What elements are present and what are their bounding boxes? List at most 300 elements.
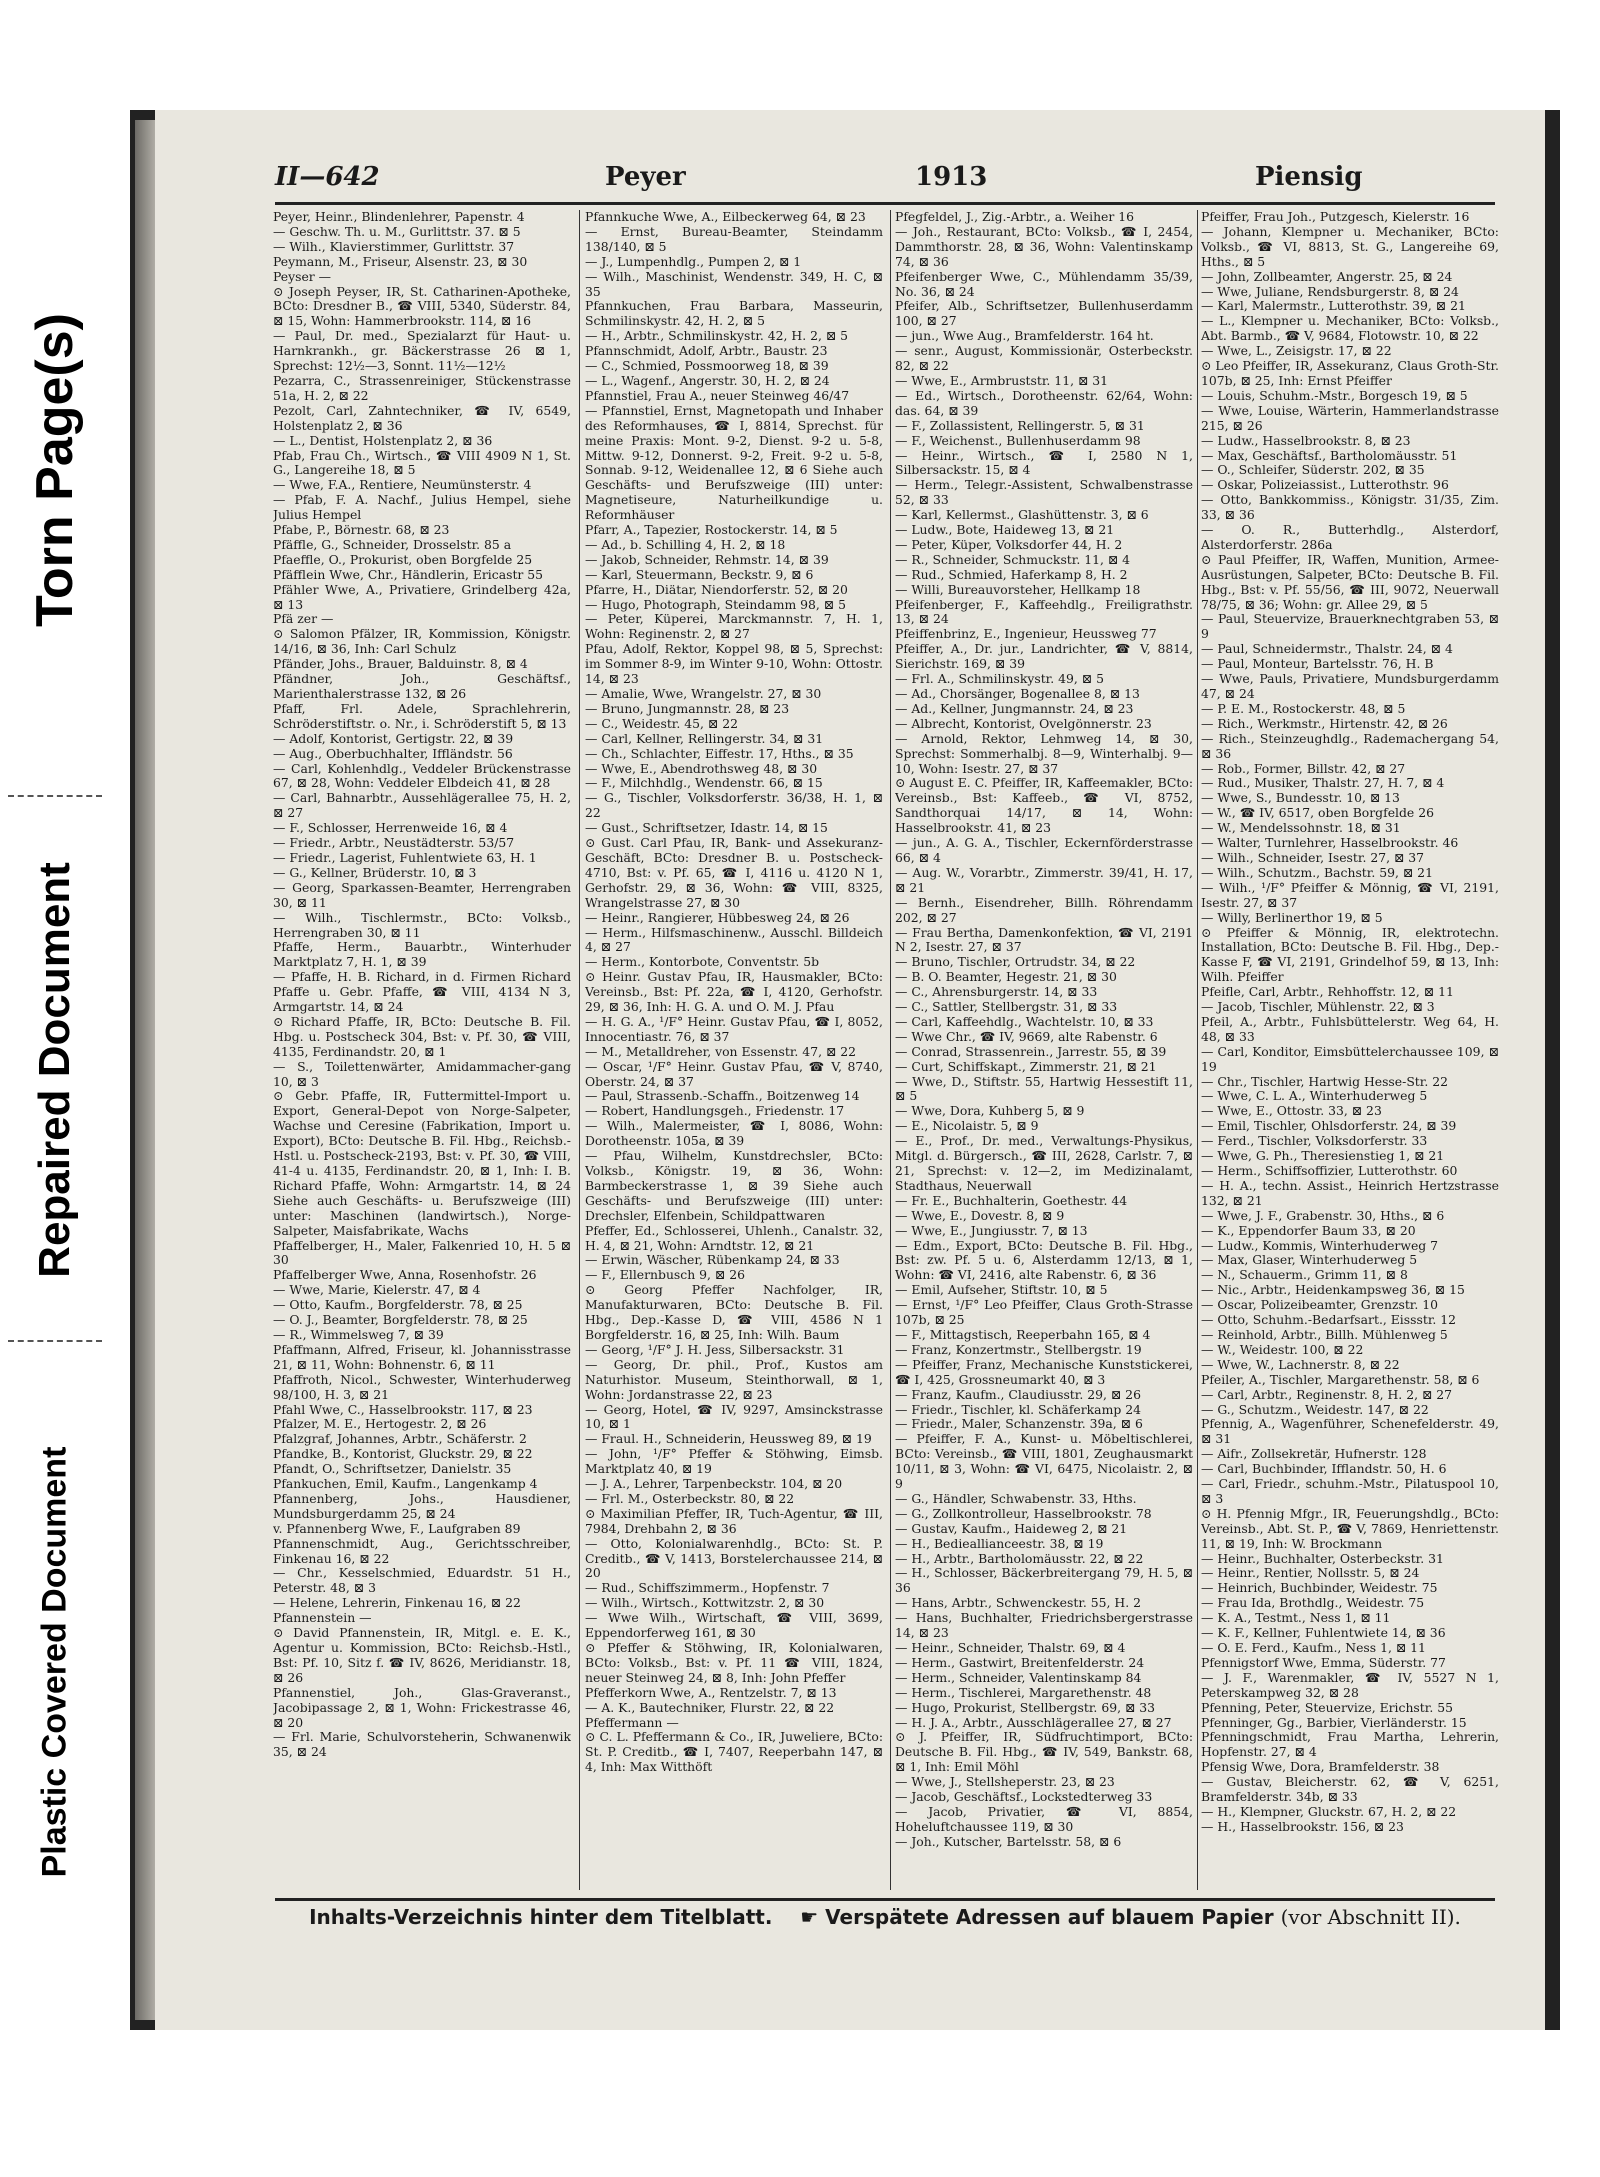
directory-entry: — Georg, Dr. phil., Prof., Kustos am Naturhistor. Museum, Steinthorwall, ⊠ 1, Wohn: Jordanstrasse 22, ⊠ 23 [585,1356,883,1402]
directory-entry: — Wwe, L., Zeisigstr. 17, ⊠ 22 [1201,343,1392,359]
directory-entry: — F., Schlosser, Herrenweide 16, ⊠ 4 [273,820,508,836]
directory-entry: — Walter, Turnlehrer, Hasselbrookstr. 46 [1201,835,1459,851]
directory-entry: ⊙ Leo Pfeiffer, IR, Assekuranz, Claus Groth-Str. 107b, ⊠ 25, Inh: Ernst Pfeiffer [1201,358,1499,388]
directory-entry: — Paul, Monteur, Bartelsstr. 76, H. B [1201,656,1434,672]
directory-entry: — Bernh., Eisendreher, Billh. Röhrendamm 202, ⊠ 27 [895,894,1193,925]
directory-entry: — Curt, Schiffskapt., Zimmerstr. 21, ⊠ 21 [895,1058,1157,1074]
directory-entry: — Joh., Restaurant, BCto: Volksb., ☎ I, 2454, Dammthorstr. 28, ⊠ 36, Wohn: Valentinskamp 74, ⊠ 36 [895,223,1193,269]
directory-entry: Pfaffelberger Wwe, Anna, Rosenhofstr. 26 [273,1267,537,1283]
directory-entry: — Wwe, S., Bundesstr. 10, ⊠ 13 [1201,790,1400,806]
directory-entry: Peymann, M., Friseur, Alsenstr. 23, ⊠ 30 [273,253,528,269]
directory-entry: — Friedr., Maler, Schanzenstr. 39a, ⊠ 6 [895,1416,1143,1432]
directory-entry: — Albrecht, Kontorist, Ovelgönnerstr. 23 [895,715,1152,731]
directory-entry: — Jacob, Geschäftsf., Lockstedterweg 33 [895,1789,1153,1805]
directory-entry: — Carl, Buchbinder, Ifflandstr. 50, H. 6 [1201,1461,1447,1477]
directory-entry: — Oscar, Polizeibeamter, Grenzstr. 10 [1201,1297,1439,1313]
directory-entry: — Ludw., Bote, Haideweg 13, ⊠ 21 [895,522,1115,538]
directory-entry: Peyser — [273,268,332,284]
directory-entry: — Otto, Kaufm., Borgfelderstr. 78, ⊠ 25 [273,1297,523,1313]
label-divider [8,1340,102,1342]
directory-entry: — K. A., Testmt., Ness 1, ⊠ 11 [1201,1610,1391,1626]
directory-entry: — G., Schutzm., Weidestr. 147, ⊠ 22 [1201,1401,1429,1417]
directory-entry: — Heinr., Rangierer, Hübbesweg 24, ⊠ 26 [585,909,850,925]
directory-entry: ⊙ Joseph Peyser, IR, St. Catharinen-Apotheke, BCto: Dresdner B., ☎ VIII, 5340, Süderstr. 84, ⊠ 15, Wohn: Hammerbrookstr. 114, ⊠ 16 [273,283,571,329]
directory-entry: — Wwe, Dora, Kuhberg 5, ⊠ 9 [895,1103,1085,1119]
directory-entry: — Friedr., Lagerist, Fuhlentwiete 63, H. 1 [273,849,537,865]
directory-entry: — Geschw. Th. u. M., Gurlittstr. 37. ⊠ 5 [273,223,521,239]
directory-entry: — Hans, Arbtr., Schwenckestr. 55, H. 2 [895,1595,1141,1611]
directory-entry: Pfalzer, M. E., Hertogestr. 2, ⊠ 26 [273,1416,487,1432]
directory-entry: Pfaffe, Herm., Bauarbtr., Winterhuder Marktplatz 7, H. 1, ⊠ 39 [273,939,571,970]
directory-entry: — Otto, Kolonialwarenhdlg., BCto: St. P. Creditb., ☎ V, 1413, Borstelerchaussee 214, ⊠ 20 [585,1535,883,1581]
directory-entry: — O. J., Beamter, Borgfelderstr. 78, ⊠ 25 [273,1312,528,1328]
directory-entry: — Hugo, Photograph, Steindamm 98, ⊠ 5 [585,596,846,612]
directory-entry: — Ad., b. Schilling 4, H. 2, ⊠ 18 [585,536,786,552]
directory-entry: — Paul, Strassenb.-Schaffn., Boitzenweg 14 [585,1088,860,1104]
directory-entry: — H., Bedieallianceestr. 38, ⊠ 19 [895,1535,1104,1551]
directory-entry: — Herm., Gastwirt, Breitenfelderstr. 24 [895,1654,1145,1670]
directory-entry: — Arnold, Rektor, Lehmweg 14, ⊠ 30, Sprechst: Sommerhalbj. 8—9, Winterhalbj. 9—10, Wohn: Isestr. 27, ⊠ 37 [895,730,1193,776]
directory-entry: v. Pfannenberg Wwe, F., Laufgraben 89 [273,1520,521,1536]
footer-rule [275,1898,1495,1901]
directory-entry: — Fr. E., Buchhalterin, Goethestr. 44 [895,1192,1128,1208]
footer-main-text: Inhalts-Verzeichnis hinter dem Titelblatt. [309,1905,773,1929]
directory-entry: — Karl, Malermstr., Lutterothstr. 39, ⊠ 21 [1201,298,1466,314]
directory-entry: — Otto, Schuhm.-Bedarfsart., Eissstr. 12 [1201,1312,1457,1328]
directory-entry: — Wwe, J., Stellsheperstr. 23, ⊠ 23 [895,1774,1115,1790]
label-divider [8,795,102,797]
directory-entry: — Frl. Marie, Schulvorsteherin, Schwanenwik 35, ⊠ 24 [273,1729,571,1760]
directory-entry: — John, ¹/F° Pfeffer & Stöhwing, Eimsb. Marktplatz 40, ⊠ 19 [585,1446,883,1477]
header-year: 1913 [915,162,988,192]
directory-entry: — Willy, Berlinerthor 19, ⊠ 5 [1201,909,1383,925]
directory-entry: Pfegfeldel, J., Zig.-Arbtr., a. Weiher 16 [895,210,1135,224]
directory-entry: — Ludw., Hasselbrookstr. 8, ⊠ 23 [1201,432,1411,448]
directory-entry: — S., Toilettenwärter, Amidammacher-gang 10, ⊠ 3 [273,1058,571,1089]
directory-entry: — Willi, Bureauvorsteher, Hellkamp 18 [895,581,1141,597]
directory-entry: — H. J. A., Arbtr., Ausschlägerallee 27, ⊠ 27 [895,1714,1172,1730]
directory-entry: Pfennig, A., Wagenführer, Schenefelderstr. 49, ⊠ 31 [1201,1416,1499,1447]
directory-entry: Pfeiler, A., Tischler, Margarethenstr. 58, ⊠ 6 [1201,1371,1480,1387]
directory-entry: — Rud., Musiker, Thalstr. 27, H. 7, ⊠ 4 [1201,775,1445,791]
directory-entry: ⊙ Gebr. Pfaffe, IR, Futtermittel-Import u. Export, General-Depot von Norge-Salpeter, Wachse und Ceresine (Fabrikation, Import u. Export), BCto: Deutsche B. Fil. Hbg., Reichsb.-Hstl. u. Postscheck-2193, Bst: v. Pf. 30, ☎ VIII, 41-4 u. 4135, Ferdinandstr. 20, ⊠ 1, Inh: I. B. Richard Pfaffe, Wohn: Armgartstr. 14, ⊠ 24 Siehe auch Geschäfts- u. Berufszweige (III) unter: Maschinen (landwirtsch.), Norge-Salpeter, Maisfabrikate, Wachs [273,1088,571,1238]
directory-entry: — Herm., Schneider, Valentinskamp 84 [895,1669,1142,1685]
directory-entry: Pfaffmann, Alfred, Friseur, kl. Johannisstrasse 21, ⊠ 11, Wohn: Bohnenstr. 6, ⊠ 11 [273,1341,571,1372]
directory-entry: Pfarre, H., Diätar, Niendorferstr. 52, ⊠ 20 [585,581,848,597]
directory-entry: Pfeifenberger, F., Kaffeehdlg., Freiligrathstr. 13, ⊠ 24 [895,596,1193,627]
directory-entry: — Ludw., Kommis, Winterhuderweg 7 [1201,1237,1439,1253]
directory-entry: — W., Weidestr. 100, ⊠ 22 [1201,1341,1364,1357]
directory-entry: ⊙ Georg Pfeffer Nachfolger, IR, Manufakturwaren, BCto: Deutsche B. Fil. Hbg., Dep.-Kasse D, ☎ VIII, 4586 N 1 Borgfelderstr. 16, ⊠ 25, Inh: Wilh. Baum [585,1282,883,1342]
directory-entry: — Paul, Steuervize, Brauerknechtgraben 53, ⊠ 9 [1201,611,1499,642]
directory-entry: — Wilh., Maschinist, Wendenstr. 349, H. C, ⊠ 35 [585,268,883,299]
directory-entry: — F., Ellernbusch 9, ⊠ 26 [585,1267,745,1283]
directory-entry: — Pfeiffer, Franz, Mechanische Kunststickerei, ☎ I, 425, Grossneumarkt 40, ⊠ 3 [895,1356,1193,1387]
directory-entry: — Herm., Schiffsoffizier, Lutterothstr. 60 [1201,1163,1458,1178]
directory-entry: — Ernst, Bureau-Beamter, Steindamm 138/140, ⊠ 5 [585,223,883,254]
directory-entry: — C., Schmied, Possmoorweg 18, ⊠ 39 [585,358,829,374]
directory-entry: — E., Nicolaistr. 5, ⊠ 9 [895,1118,1039,1134]
directory-entry: — H., Klempner, Gluckstr. 67, H. 2, ⊠ 22 [1201,1803,1457,1819]
directory-entry: Pfandt, O., Schriftsetzer, Danielstr. 35 [273,1461,512,1477]
directory-entry: — Jacob, Privatier, ☎ VI, 8854, Hoheluftchaussee 119, ⊠ 30 [895,1803,1193,1834]
directory-entry: Pfensig Wwe, Dora, Bramfelderstr. 38 [1201,1759,1440,1775]
directory-entry: — N., Schauerm., Grimm 11, ⊠ 8 [1201,1267,1408,1283]
column-3 [895,210,1193,1890]
directory-entry: Pfaffroth, Nicol., Schwester, Winterhuderweg 98/100, H. 3, ⊠ 21 [273,1371,571,1402]
directory-entry: — Louis, Schuhm.-Mstr., Borgesch 19, ⊠ 5 [1201,387,1468,403]
directory-entry: — Reinhold, Arbtr., Billh. Mühlenweg 5 [1201,1326,1448,1342]
directory-entry: — Herm., Tischlerei, Margarethenstr. 48 [895,1684,1152,1700]
directory-entry: ⊙ Gust. Carl Pfau, IR, Bank- und Assekuranz-Geschäft, BCto: Dresdner B. u. Postscheck-4710, Bst: v. Pf. 65, ☎ I, 4116 u. 4120 N 1, Gerhofstr. 29, ⊠ 36, Wohn: ☎ VIII, 8325, Wrangelstrasse 27, ⊠ 30 [585,835,883,910]
directory-entry: — Wwe Chr., ☎ IV, 9669, alte Rabenstr. 6 [895,1028,1158,1044]
directory-entry: — Wwe, Louise, Wärterin, Hammerlandstrasse 215, ⊠ 26 [1201,402,1499,433]
directory-entry: — Franz, Kaufm., Claudiusstr. 29, ⊠ 26 [895,1386,1141,1402]
directory-entry: — Ferd., Tischler, Volksdorferstr. 33 [1201,1133,1428,1149]
column-2 [585,210,883,1890]
directory-entry: — Paul, Dr. med., Spezialarzt für Haut- u. Harnkrankh., gr. Bäckerstrasse 26 ⊠ 1, Sprechst: 12½—3, Sonnt. 11½—12½ [273,328,571,374]
directory-entry: — Frau Bertha, Damenkonfektion, ☎ VI, 2191 N 2, Isestr. 27, ⊠ 37 [895,924,1193,955]
directory-entry: — Wwe, G. Ph., Theresienstieg 1, ⊠ 21 [1201,1148,1445,1164]
directory-entry: — Chr., Tischler, Hartwig Hesse-Str. 22 [1201,1073,1448,1089]
directory-entry: — Nic., Arbtr., Heidenkampsweg 36, ⊠ 15 [1201,1282,1465,1298]
directory-entry: — Wwe, D., Stiftstr. 55, Hartwig Hessestift 11, ⊠ 5 [895,1073,1193,1104]
directory-entry: Pfä zer — [273,611,334,627]
directory-entry: — Wilh., Malermeister, ☎ I, 8086, Wohn: Dorotheenstr. 105a, ⊠ 39 [585,1118,883,1149]
directory-entry: — Rob., Former, Billstr. 42, ⊠ 27 [1201,760,1406,776]
directory-entry: — Wwe, F.A., Rentiere, Neumünsterstr. 4 [273,477,532,493]
directory-entry: — Edm., Export, BCto: Deutsche B. Fil. Hbg., Bst: zw. Pf. 5 u. 6, Alsterdamm 12/13, ⊠ 1, Wohn: ☎ VI, 2416, alte Rabenstr. 6, ⊠ 36 [895,1237,1193,1283]
directory-entry: — Ed., Wirtsch., Dorotheenstr. 62/64, Wohn: das. 64, ⊠ 39 [895,387,1193,418]
directory-entry: — C., Weidestr. 45, ⊠ 22 [585,715,738,731]
directory-entry: — M., Metalldreher, von Essenstr. 47, ⊠ 22 [585,1043,857,1059]
directory-entry: — Wwe, C. L. A., Winterhuderweg 5 [1201,1088,1428,1104]
directory-entry: — Karl, Kellermst., Glashüttenstr. 3, ⊠ 6 [895,507,1149,523]
running-header [275,162,1495,202]
directory-entry: Pfeil, A., Arbtr., Fuhlsbüttelerstr. Weg 64, H. 48, ⊠ 33 [1201,1013,1499,1044]
directory-entry: — Wwe, E., Abendrothsweg 48, ⊠ 30 [585,760,818,776]
directory-entry: Pfäfflein Wwe, Chr., Händlerin, Ericastr 55 [273,566,544,582]
directory-entry: ⊙ J. Pfeiffer, IR, Südfruchtimport, BCto: Deutsche B. Fil. Hbg., ☎ IV, 549, Bankstr. 68, ⊠ 1, Inh: Emil Möhl [895,1729,1193,1775]
directory-entry: Pfab, Frau Ch., Wirtsch., ☎ VIII 4909 N 1, St. G., Langereihe 18, ⊠ 5 [273,447,571,478]
directory-entry: Pfaeffle, O., Prokurist, oben Borgfelde 25 [273,551,533,567]
directory-entry: — Heinr., Schneider, Thalstr. 69, ⊠ 4 [895,1640,1126,1655]
directory-entry: — Wilh., Klavierstimmer, Gurlittstr. 37 [273,238,515,254]
directory-entry: — H., Hasselbrookstr. 156, ⊠ 23 [1201,1818,1404,1834]
directory-entry: ⊙ August E. C. Pfeiffer, IR, Kaffeemakler, BCto: Vereinsb., Bst: Kaffeeb., ☎ VI, 8752, Sandthorquai 14/17, ⊠ 14, Wohn: Hasselbrookstr. 41, ⊠ 23 [895,775,1193,836]
directory-entry: Pfankuchen, Emil, Kaufm., Langenkamp 4 [273,1476,538,1492]
directory-entry: — A. K., Bautechniker, Flurstr. 22, ⊠ 22 [585,1699,835,1715]
directory-entry: Pfandke, B., Kontorist, Gluckstr. 29, ⊠ 22 [273,1446,533,1462]
page-footer [275,1905,1495,1929]
directory-entry: Pfeiffenbrinz, E., Ingenieur, Heussweg 77 [895,626,1157,642]
directory-entry: — B. O. Beamter, Hegestr. 21, ⊠ 30 [895,969,1117,985]
directory-entry: — Wwe Wilh., Wirtschaft, ☎ VIII, 3699, Eppendorferweg 161, ⊠ 30 [585,1610,883,1641]
directory-entry: — Erwin, Wäscher, Rübenkamp 24, ⊠ 33 [585,1252,840,1268]
header-last-word: Piensig [1255,162,1363,192]
column-separator [890,210,891,1890]
directory-entry: — Frau Ida, Brothdlg., Weidestr. 75 [1201,1595,1425,1611]
directory-entry: — Ad., Chorsänger, Bogenallee 8, ⊠ 13 [895,686,1140,701]
directory-entry: ⊙ C. L. Pfeffermann & Co., IR, Juweliere, BCto: St. P. Creditb., ☎ I, 7407, Reeperbahn 147, ⊠ 4, Inh: Max Witthöft [585,1729,883,1775]
directory-entry: — Heinr., Wirtsch., ☎ I, 2580 N 1, Silbersackstr. 15, ⊠ 4 [895,447,1193,478]
directory-entry: ⊙ Pfeiffer & Mönnig, IR, elektrotechn. Installation, BCto: Deutsche B. Fil. Hbg., Dep.-Kasse F, ☎ VI, 2191, Grindelhof 59, ⊠ 13, Inh: Wilh. Pfeiffer [1201,924,1499,985]
directory-entry: — Oskar, Polizeiassist., Lutterothstr. 96 [1201,477,1449,493]
directory-entry: — K., Eppendorfer Baum 33, ⊠ 20 [1201,1222,1416,1238]
footer-pointer-text: ☛ Verspätete Adressen auf blauem Papier [800,1905,1274,1929]
directory-entry: — John, Zollbeamter, Angerstr. 25, ⊠ 24 [1201,268,1453,284]
directory-entry: — Pfaffe, H. B. Richard, in d. Firmen Richard Pfaffe u. Gebr. Pfaffe, ☎ VIII, 4134 N 3, Armgartstr. 14, ⊠ 24 [273,969,571,1015]
directory-page [155,110,1545,2030]
directory-entry: — Herm., Telegr.-Assistent, Schwalbenstrasse 52, ⊠ 33 [895,477,1193,508]
directory-entry: — Wwe, Pauls, Privatiere, Mundsburgerdamm 47, ⊠ 24 [1201,671,1499,701]
directory-entry: Pfeffermann — [585,1714,679,1730]
directory-entry: — Bruno, Jungmannstr. 28, ⊠ 23 [585,700,790,716]
header-rule [275,202,1495,205]
directory-entry: ⊙ Salomon Pfälzer, IR, Kommission, Königstr. 14/16, ⊠ 36, Inh: Carl Schulz [273,626,571,657]
directory-entry: — E., Prof., Dr. med., Verwaltungs-Physikus, Mitgl. d. Bürgersch., ☎ III, 2628, Carlstr. 7, ⊠ 21, Sprechst: v. 12—2, im Medizinalamt, Stadthaus, Neuerwall [895,1133,1193,1193]
column-separator [1197,210,1198,1890]
directory-entry: Pfäffle, G., Schneider, Drosselstr. 85 a [273,536,512,552]
directory-entry: — Heinr., Rentier, Nollsstr. 5, ⊠ 24 [1201,1565,1420,1581]
directory-entry: — Jacob, Tischler, Mühlenstr. 22, ⊠ 3 [1201,999,1435,1015]
directory-entry: Pfeifle, Carl, Arbtr., Rehhoffstr. 12, ⊠ 11 [1201,984,1454,1000]
directory-entry: — Pfeiffer, F. A., Kunst- u. Möbeltischlerei, BCto: Vereinsb., ☎ VIII, 1801, Zeughausmarkt 10/11, ⊠ 3, Wohn: ☎ VI, 6475, Nicolaistr. 2, ⊠ 9 [895,1431,1193,1492]
directory-entry: — W., ☎ IV, 6517, oben Borgfelde 26 [1201,805,1434,821]
directory-entry: — Paul, Schneidermstr., Thalstr. 24, ⊠ 4 [1201,641,1453,657]
directory-entry: — Carl, Konditor, Eimsbüttelerchaussee 109, ⊠ 19 [1201,1043,1499,1074]
torn-pages-label: Torn Page(s) [26,313,84,627]
directory-entry: Pfennigstorf Wwe, Emma, Süderstr. 77 [1201,1654,1446,1670]
directory-entry: Pfahl Wwe, C., Hasselbrookstr. 117, ⊠ 23 [273,1401,533,1417]
directory-entry: — jun., Wwe Aug., Bramfelderstr. 164 ht. [895,328,1154,344]
directory-entry: — Wilh., Schutzm., Bachstr. 59, ⊠ 21 [1201,864,1433,880]
directory-entry: — G., Händler, Schwabenstr. 33, Hths. [895,1490,1137,1506]
directory-entry: — Oscar, ¹/F° Heinr. Gustav Pfau, ☎ V, 8740, Oberstr. 24, ⊠ 37 [585,1058,883,1089]
directory-entry: — Bruno, Tischler, Ortrudstr. 34, ⊠ 22 [895,954,1136,970]
directory-entry: — J. A., Lehrer, Tarpenbeckstr. 104, ⊠ 20 [585,1476,843,1492]
directory-entry: Pezolt, Carl, Zahntechniker, ☎ IV, 6549, Holstenplatz 2, ⊠ 36 [273,402,571,433]
directory-entry: — L., Dentist, Holstenplatz 2, ⊠ 36 [273,432,493,448]
directory-entry: — J., Lumpenhdlg., Pumpen 2, ⊠ 1 [585,253,802,269]
directory-entry: Pfändner, Joh., Geschäftsf., Marienthalerstrasse 132, ⊠ 26 [273,671,571,701]
plastic-covered-label: Plastic Covered Document [35,1446,74,1878]
directory-entry: — F., Milchhdlg., Wendenstr. 66, ⊠ 15 [585,775,823,791]
directory-entry: — Aifr., Zollsekretär, Hufnerstr. 128 [1201,1446,1427,1462]
directory-entry: — H., Schlosser, Bäckerbreitergang 79, H. 5, ⊠ 36 [895,1565,1193,1596]
directory-entry: — Wwe, E., Jungiusstr. 7, ⊠ 13 [895,1222,1088,1238]
directory-entry: — Wwe, J. F., Grabenstr. 30, Hths., ⊠ 6 [1201,1207,1445,1223]
directory-entry: — Friedr., Arbtr., Neustädterstr. 53/57 [273,835,515,851]
directory-entry: — Robert, Handlungsgeh., Friedenstr. 17 [585,1103,845,1119]
directory-entry: — F., Weichenst., Bullenhuserdamm 98 [895,432,1141,448]
directory-entry: — Franz, Konzertmstr., Stellbergstr. 19 [895,1341,1142,1357]
directory-entry: ⊙ Richard Pfaffe, IR, BCto: Deutsche B. Fil. Hbg. u. Postscheck 304, Bst: v. Pf. 30, ☎ VIII, 4135, Ferdinandstr. 20, ⊠ 1 [273,1013,571,1059]
directory-entry: — G., Tischler, Volksdorferstr. 36/38, H. 1, ⊠ 22 [585,790,883,821]
directory-entry: — Frl. M., Osterbeckstr. 80, ⊠ 22 [585,1490,795,1506]
directory-entry: Pfeiffer, A., Dr. jur., Landrichter, ☎ V, 8814, Sierichstr. 169, ⊠ 39 [895,641,1193,672]
directory-entry: — Joh., Kutscher, Bartelsstr. 58, ⊠ 6 [895,1833,1122,1849]
header-first-word: Peyer [605,162,686,192]
directory-entry: — Rud., Schiffszimmerm., Hopfenstr. 7 [585,1580,830,1596]
directory-entry: — O., Schleifer, Süderstr. 202, ⊠ 35 [1201,462,1425,478]
directory-entry: — Pfannstiel, Ernst, Magnetopath und Inhaber des Reformhauses, ☎ I, 8814, Sprechst. für meine Praxis: Mont. 9-2, Dienst. 9-2 u. 5-8, Mittw. 9-12, Donnerst. 9-2, Freit. 9-2 u. 5-8, Sonnab. 9-12, Weidenallee 12, ⊠ 6 Siehe auch Geschäfts- und Berufszweige (III) unter: Magnetiseure, Naturheilkundige u. Reformhäuser [585,402,883,523]
directory-entry: ⊙ H. Pfennig Mfgr., IR, Feuerungshdlg., BCto: Vereinsb., Abt. St. P., ☎ V, 7869, Henriettenstr. 11, ⊠ 19, Inh: W. Brockmann [1201,1505,1499,1551]
directory-entry: Pfefferkorn Wwe, A., Rentzelstr. 7, ⊠ 13 [585,1684,837,1700]
directory-entry: Pfabe, P., Börnestr. 68, ⊠ 23 [273,522,450,538]
directory-entry: — Peter, Küper, Volksdorfer 44, H. 2 [895,536,1123,552]
directory-entry: Pfannenstein — [273,1610,372,1626]
directory-entry: ⊙ David Pfannenstein, IR, Mitgl. e. E. K., Agentur u. Kommission, BCto: Reichsb.-Hstl., Bst: Pf. 10, Sitz f. ☎ IV, 8626, Meridianstr. 18, ⊠ 26 [273,1625,571,1685]
column-1 [273,210,571,1890]
directory-entry: — Helene, Lehrerin, Finkenau 16, ⊠ 22 [273,1595,521,1611]
directory-entry: — G., Zollkontrolleur, Hasselbrookstr. 78 [895,1505,1152,1521]
directory-entry: — Jakob, Schneider, Rehmstr. 14, ⊠ 39 [585,551,829,567]
directory-entry: — Wwe, W., Lachnerstr. 8, ⊠ 22 [1201,1356,1400,1372]
directory-entry: — Wwe, Marie, Kielerstr. 47, ⊠ 4 [273,1282,481,1298]
directory-entry: Pfannkuchen, Frau Barbara, Masseurin, Schmilinskystr. 42, H. 2, ⊠ 5 [585,298,883,329]
directory-entry: Peyer, Heinr., Blindenlehrer, Papenstr. 4 [273,210,525,224]
directory-entry: Pfannschmidt, Adolf, Arbtr., Baustr. 23 [585,343,828,359]
directory-entry: Pfänder, Johs., Brauer, Balduinstr. 8, ⊠ 4 [273,656,528,672]
directory-entry: Pfeifenberger Wwe, C., Mühlendamm 35/39, No. 36, ⊠ 24 [895,268,1193,299]
directory-entry: Pfannenschmidt, Aug., Gerichtsschreiber, Finkenau 16, ⊠ 22 [273,1535,571,1566]
directory-entry: — O. R., Butterhdlg., Alsterdorf, Alsterdorferstr. 286a [1201,522,1499,552]
directory-entry: — Rud., Schmied, Haferkamp 8, H. 2 [895,566,1128,582]
directory-entry: — Georg, Sparkassen-Beamter, Herrengraben 30, ⊠ 11 [273,879,571,910]
directory-entry: — Max, Geschäftsf., Bartholomäusstr. 51 [1201,447,1458,463]
directory-entry: — Aug. W., Vorarbtr., Zimmerstr. 39/41, H. 17, ⊠ 21 [895,864,1193,895]
directory-entry: — Georg, Hotel, ☎ IV, 9297, Amsinckstrasse 10, ⊠ 1 [585,1401,883,1432]
directory-entry: — Heinr., Buchhalter, Osterbeckstr. 31 [1201,1550,1444,1566]
directory-entry: — Johann, Klempner u. Mechaniker, BCto: Volksb., ☎ VI, 8813, St. G., Langereihe 69, Hths., ⊠ 5 [1201,223,1499,269]
directory-entry: — Carl, Friedr., schuhm.-Mstr., Pilatuspool 10, ⊠ 3 [1201,1476,1499,1506]
directory-entry: — W., Mendelssohnstr. 18, ⊠ 31 [1201,820,1401,836]
directory-entry: — Wilh., Tischlermstr., BCto: Volksb., Herrengraben 30, ⊠ 11 [273,909,571,940]
column-4 [1201,210,1499,1890]
directory-entry: — Gustav, Kaufm., Haideweg 2, ⊠ 21 [895,1520,1128,1536]
directory-entry: — Carl, Kohlenhdlg., Veddeler Brückenstrasse 67, ⊠ 28, Wohn: Veddeler Elbdeich 41, ⊠ 28 [273,760,571,791]
directory-entry: — J. F., Warenmakler, ☎ IV, 5527 N 1, Peterskampweg 32, ⊠ 28 [1201,1669,1499,1700]
directory-entry: Pfannenstiel, Joh., Glas-Graveranst., Jacobipassage 2, ⊠ 1, Wohn: Frickestrasse 46, ⊠ 20 [273,1684,571,1730]
directory-entry: — Gust., Schriftsetzer, Idastr. 14, ⊠ 15 [585,820,828,836]
directory-entry: — Heinrich, Buchbinder, Weidestr. 75 [1201,1580,1438,1596]
directory-entry: — Carl, Kellner, Rellingerstr. 34, ⊠ 31 [585,730,824,746]
directory-entry: Pfaff, Frl. Adele, Sprachlehrerin, Schröderstiftstr. o. Nr., i. Schröderstift 5, ⊠ 13 [273,700,571,731]
repaired-document-label: Repaired Document [30,862,79,1278]
directory-entry: — P. E. M., Rostockerstr. 48, ⊠ 5 [1201,700,1406,716]
directory-entry: — jun., A. G. A., Tischler, Eckernförderstrasse 66, ⊠ 4 [895,835,1193,865]
page-number: II—642 [275,162,380,192]
directory-entry: — G., Kellner, Brüderstr. 10, ⊠ 3 [273,864,477,880]
directory-entry: — H. G. A., ¹/F° Heinr. Gustav Pfau, ☎ I, 8052, Innocentiastr. 76, ⊠ 37 [585,1013,883,1044]
directory-entry: — Frl. A., Schmilinskystr. 49, ⊠ 5 [895,671,1104,687]
directory-entry: — Herm., Kontorbote, Conventstr. 5b [585,954,820,970]
directory-entry: — Wwe, Juliane, Rendsburgerstr. 8, ⊠ 24 [1201,283,1459,299]
directory-entry: — Gustav, Bleicherstr. 62, ☎ V, 6251, Bramfelderstr. 34b, ⊠ 33 [1201,1774,1499,1805]
directory-entry: — L., Klempner u. Mechaniker, BCto: Volksb., Abt. Barmb., ☎ V, 9684, Flotowstr. 10, ⊠ 22 [1201,313,1499,344]
directory-entry: Pfannenberg, Johs., Hausdiener, Mundsburgerdamm 25, ⊠ 24 [273,1490,571,1521]
directory-entry: — Aug., Oberbuchhalter, Iffländstr. 56 [273,745,513,761]
directory-entry: Pfenningschmidt, Frau Martha, Lehrerin, Hopfenstr. 27, ⊠ 4 [1201,1729,1499,1760]
directory-columns [273,210,1499,1890]
directory-entry: — R., Schneider, Schmuckstr. 11, ⊠ 4 [895,551,1131,567]
directory-entry: — F., Zollassistent, Rellingerstr. 5, ⊠ 31 [895,417,1145,433]
directory-entry: — Rich., Steinzeughdlg., Rademachergang 54, ⊠ 36 [1201,730,1499,761]
directory-entry: ⊙ Paul Pfeiffer, IR, Waffen, Munition, Armee-Ausrüstungen, Salpeter, BCto: Deutsche B. Fil. Hbg., Bst: v. Pf. 55/56, ☎ III, 9072, Neuerwall 78/75, ⊠ 36; Wohn: gr. Allee 29, ⊠ 5 [1201,551,1499,612]
directory-entry: — Ch., Schlachter, Eiffestr. 17, Hths., ⊠ 35 [585,745,854,761]
directory-entry: — Pfab, F. A. Nachf., Julius Hempel, siehe Julius Hempel [273,492,571,523]
directory-entry: — Wwe, E., Dovestr. 8, ⊠ 9 [895,1207,1065,1223]
directory-entry: — Carl, Kaffeehdlg., Wachtelstr. 10, ⊠ 33 [895,1013,1154,1029]
footer-note: (vor Abschnitt II). [1280,1905,1461,1929]
directory-entry: — Adolf, Kontorist, Gertigstr. 22, ⊠ 39 [273,730,514,746]
directory-entry: — Conrad, Strassenrein., Jarrestr. 55, ⊠ 39 [895,1043,1167,1059]
directory-entry: — Fraul. H., Schneiderin, Heussweg 89, ⊠ 19 [585,1431,872,1447]
directory-entry: ⊙ Heinr. Gustav Pfau, IR, Hausmakler, BCto: Vereinsb., Bst: Pf. 22a, ☎ I, 4120, Gerhofstr. 29, ⊠ 36, Inh: H. G. A. und O. M. J. Pfau [585,969,883,1015]
directory-entry: — Emil, Tischler, Ohlsdorferstr. 24, ⊠ 39 [1201,1118,1457,1134]
directory-entry: — Chr., Kesselschmied, Eduardstr. 51 H., Peterstr. 48, ⊠ 3 [273,1565,571,1596]
directory-entry: — Friedr., Tischler, kl. Schäferkamp 24 [895,1401,1141,1417]
directory-entry: — H., Arbtr., Schmilinskystr. 42, H. 2, ⊠ 5 [585,328,849,344]
label-strip [0,0,110,2177]
directory-entry: — K. F., Kellner, Fuhlentwiete 14, ⊠ 36 [1201,1625,1446,1641]
directory-entry: — Herm., Hilfsmaschinenw., Ausschl. Billdeich 4, ⊠ 27 [585,924,883,955]
directory-entry: — Wwe, E., Armbruststr. 11, ⊠ 31 [895,372,1109,388]
directory-entry: — Max, Glaser, Winterhuderweg 5 [1201,1252,1418,1268]
directory-entry: Pfannkuche Wwe, A., Eilbeckerweg 64, ⊠ 23 [585,210,866,224]
directory-entry: Pezarra, C., Strassenreiniger, Stückenstrasse 51a, H. 2, ⊠ 22 [273,372,571,403]
directory-entry: — F., Mittagstisch, Reeperbahn 165, ⊠ 4 [895,1326,1151,1342]
directory-entry: — senr., August, Kommissionär, Osterbeckstr. 82, ⊠ 22 [895,343,1193,374]
directory-entry: Pfenning, Peter, Steuervize, Erichstr. 55 [1201,1699,1453,1715]
directory-entry: — Karl, Steuermann, Beckstr. 9, ⊠ 6 [585,566,814,582]
directory-entry: — Otto, Bankkommiss., Königstr. 31/35, Zim. 33, ⊠ 36 [1201,492,1499,523]
directory-entry: — Wilh., ¹/F° Pfeiffer & Mönnig, ☎ VI, 2191, Isestr. 27, ⊠ 37 [1201,879,1499,910]
directory-entry: — R., Wimmelsweg 7, ⊠ 39 [273,1326,444,1342]
directory-entry: — Wilh., Wirtsch., Kottwitzstr. 2, ⊠ 30 [585,1595,825,1611]
directory-entry: — Emil, Aufseher, Stiftstr. 10, ⊠ 5 [895,1282,1108,1298]
directory-entry: — Hugo, Prokurist, Stellbergstr. 69, ⊠ 33 [895,1699,1156,1715]
directory-entry: — C., Ahrensburgerstr. 14, ⊠ 33 [895,984,1098,1000]
directory-entry: Pfeffer, Ed., Schlosserei, Uhlenh., Canalstr. 32, H. 4, ⊠ 21, Wohn: Arndtstr. 12, ⊠ 21 [585,1222,883,1253]
directory-entry: — Carl, Bahnarbtr., Aussehlägerallee 75, H. 2, ⊠ 27 [273,790,571,821]
directory-entry: — Peter, Küperei, Marckmannstr. 7, H. 1, Wohn: Reginenstr. 2, ⊠ 27 [585,611,883,642]
directory-entry: Pfeiffer, Frau Joh., Putzgesch, Kielerstr. 16 [1201,210,1470,224]
directory-entry: ⊙ Pfeffer & Stöhwing, IR, Kolonialwaren, BCto: Volksb., Bst: v. Pf. 11 ☎ VIII, 1824, neuer Steinweg 24, ⊠ 8, Inh: John Pfeffer [585,1640,883,1685]
directory-entry: Pfau, Adolf, Rektor, Koppel 98, ⊠ 5, Sprechst: im Sommer 8-9, im Winter 9-10, Wohn: Ottostr. 14, ⊠ 23 [585,641,883,687]
directory-entry: — Ernst, ¹/F° Leo Pfeiffer, Claus Groth-Strasse 107b, ⊠ 25 [895,1297,1193,1328]
directory-entry: — Hans, Buchhalter, Friedrichsbergerstrasse 14, ⊠ 23 [895,1610,1193,1641]
directory-entry: — Carl, Arbtr., Reginenstr. 8, H. 2, ⊠ 27 [1201,1386,1453,1402]
directory-entry: — Amalie, Wwe, Wrangelstr. 27, ⊠ 30 [585,686,822,701]
directory-entry: — C., Sattler, Stellbergstr. 31, ⊠ 33 [895,999,1118,1015]
directory-entry: — Wwe, E., Ottostr. 33, ⊠ 23 [1201,1103,1382,1119]
directory-entry: — Ad., Kellner, Jungmannstr. 24, ⊠ 23 [895,700,1134,716]
directory-entry: Pfannstiel, Frau A., neuer Steinweg 46/47 [585,387,850,403]
directory-entry: Pfähler Wwe, A., Privatiere, Grindelberg 42a, ⊠ 13 [273,581,571,612]
directory-entry: — O. E. Ferd., Kaufm., Ness 1, ⊠ 11 [1201,1640,1426,1655]
directory-entry: Pfaffelberger, H., Maler, Falkenried 10, H. 5 ⊠ 30 [273,1237,571,1268]
directory-entry: Pfeifer, Alb., Schriftsetzer, Bullenhuserdamm 100, ⊠ 27 [895,298,1193,329]
directory-entry: — Georg, ¹/F° J. H. Jess, Silbersackstr. 31 [585,1341,845,1357]
directory-entry: — H. A., techn. Assist., Heinrich Hertzstrasse 132, ⊠ 21 [1201,1177,1499,1208]
directory-entry: — Wilh., Schneider, Isestr. 27, ⊠ 37 [1201,849,1425,865]
directory-entry: — Rich., Werkmstr., Hirtenstr. 42, ⊠ 26 [1201,715,1448,731]
directory-entry: — H., Arbtr., Bartholomäusstr. 22, ⊠ 22 [895,1550,1144,1566]
directory-entry: Pfenninger, Gg., Barbier, Vierländerstr. 15 [1201,1714,1467,1730]
directory-entry: Pfarr, A., Tapezier, Rostockerstr. 14, ⊠ 5 [585,522,838,538]
